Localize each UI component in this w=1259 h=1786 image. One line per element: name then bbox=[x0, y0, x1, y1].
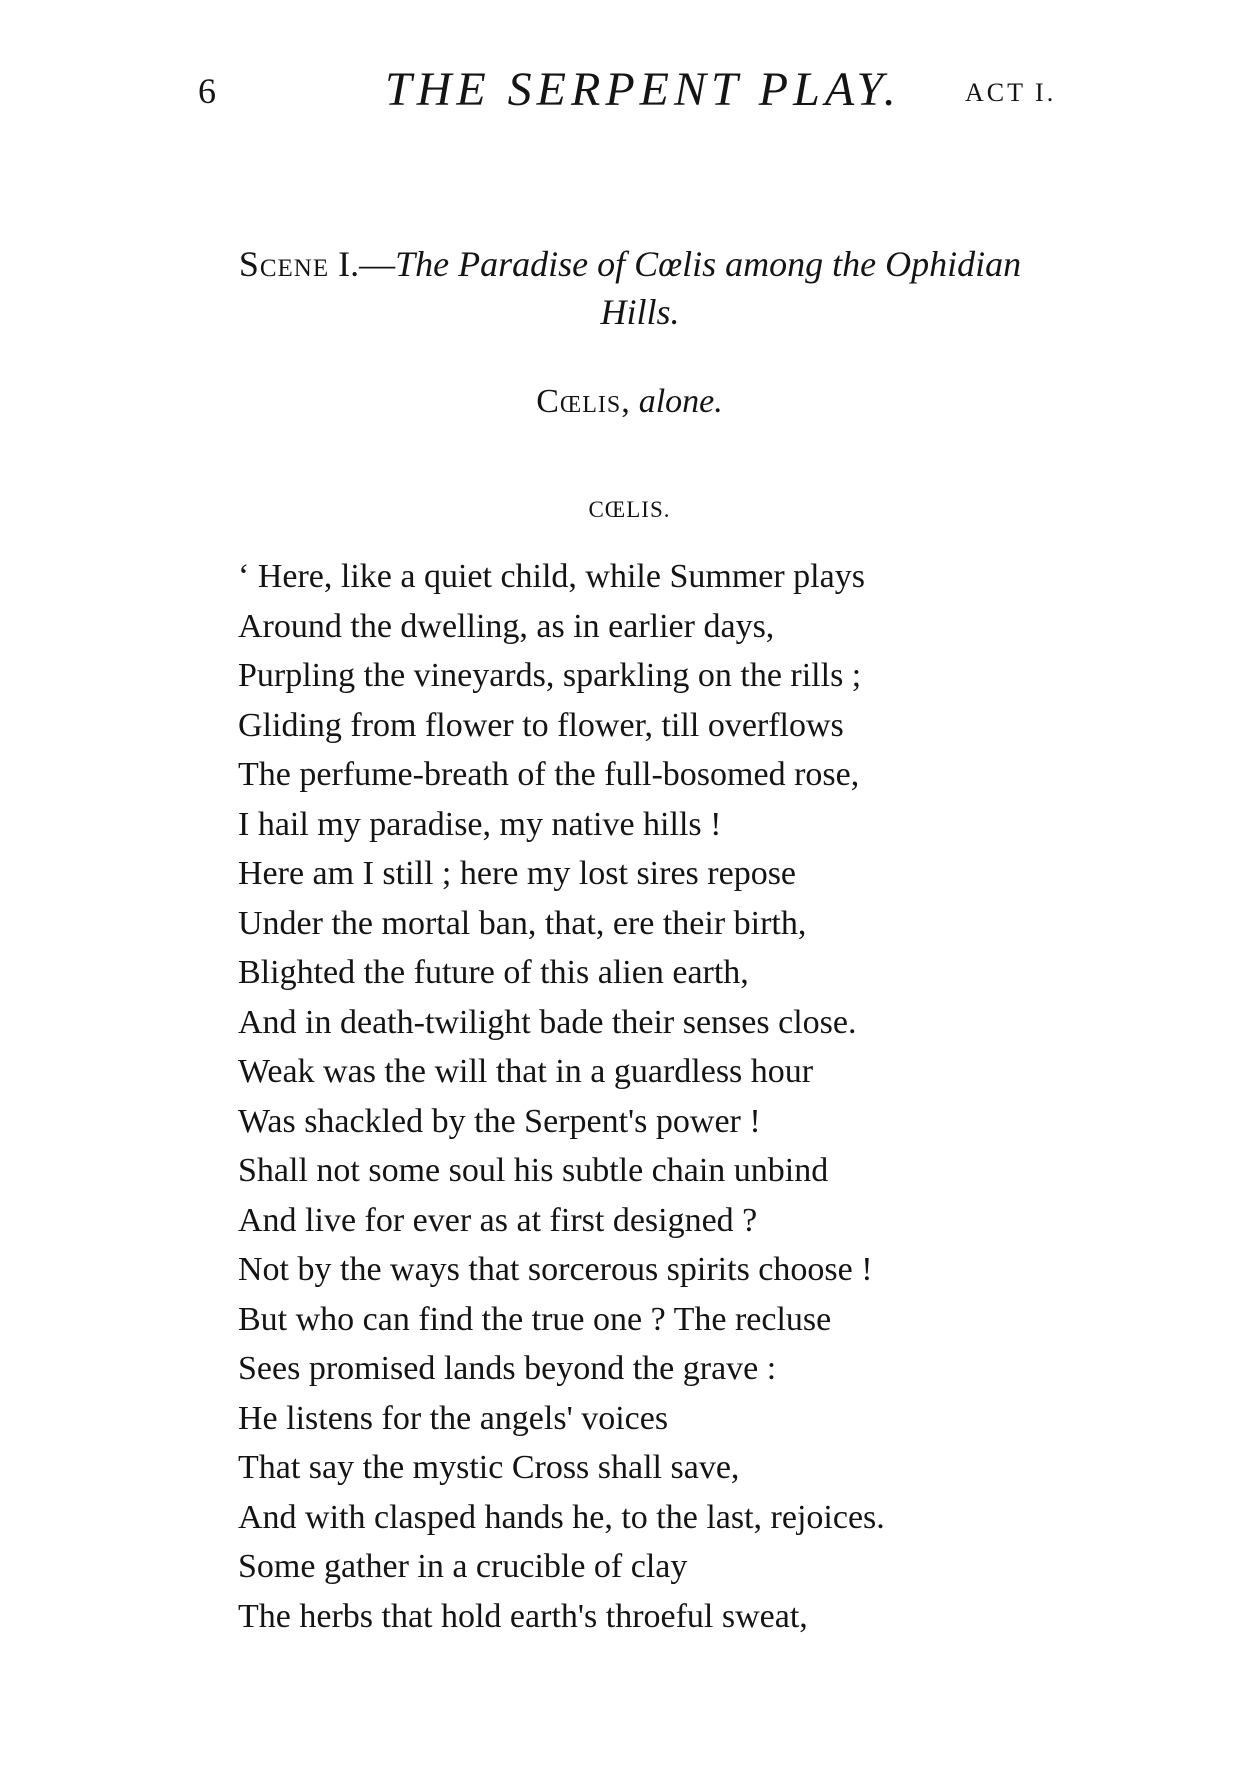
verse-line: Blighted the future of this alien earth, bbox=[238, 954, 749, 991]
verse-line: That say the mystic Cross shall save, bbox=[238, 1449, 740, 1486]
running-header bbox=[0, 62, 1259, 122]
scene-heading-line-1 bbox=[190, 240, 1070, 288]
verse-line: ‘ Here, like a quiet child, while Summer plays bbox=[238, 558, 865, 595]
speaker-name: CŒLIS. bbox=[588, 497, 671, 522]
verse-line: Sees promised lands beyond the grave : bbox=[238, 1350, 777, 1387]
scene-heading bbox=[190, 240, 1070, 336]
characters-present bbox=[0, 383, 1259, 421]
verse-line: Was shackled by the Serpent's power ! bbox=[238, 1102, 761, 1140]
scene-number: I. bbox=[338, 244, 360, 284]
verse-line: Some gather in a crucible of clay bbox=[238, 1548, 688, 1585]
stage-direction: alone. bbox=[638, 383, 723, 420]
verse-line: The herbs that hold earth's throeful sweat, bbox=[238, 1597, 808, 1635]
scene-title-continued: Hills. bbox=[600, 292, 680, 332]
verse-line: Here am I still ; here my lost sires repose bbox=[238, 855, 797, 892]
running-title: THE SERPENT PLAY. bbox=[385, 63, 901, 116]
verse-line: Not by the ways that sorcerous spirits choose ! bbox=[238, 1251, 873, 1288]
act-label: ACT I. bbox=[965, 78, 1057, 107]
verse-line: But who can find the true one ? The recluse bbox=[238, 1300, 832, 1338]
scene-dash: — bbox=[359, 244, 396, 284]
verse-line: And in death-twilight bade their senses close. bbox=[238, 1003, 857, 1041]
verse-line: And live for ever as at first designed ? bbox=[238, 1201, 758, 1239]
scene-title: The Paradise of Cœlis among the Ophidian bbox=[395, 244, 1022, 284]
verse-line: Weak was the will that in a guardless hour bbox=[238, 1053, 814, 1090]
verse-line: He listens for the angels' voices bbox=[238, 1399, 669, 1437]
verse-line: Gliding from flower to flower, till overflows bbox=[238, 706, 844, 744]
verse-line: Under the mortal ban, that, ere their birth, bbox=[238, 904, 807, 942]
page-number: 6 bbox=[198, 71, 216, 111]
verse-line: The perfume-breath of the full-bosomed rose, bbox=[238, 756, 860, 793]
verse-line: I hail my paradise, my native hills ! bbox=[238, 805, 722, 843]
character-name: Cœlis, bbox=[536, 383, 631, 420]
verse-line: Around the dwelling, as in earlier days, bbox=[238, 607, 775, 645]
verse-line: Shall not some soul his subtle chain unbind bbox=[238, 1152, 829, 1189]
verse-block bbox=[238, 552, 1038, 1641]
verse-line: Purpling the vineyards, sparkling on the rills ; bbox=[238, 657, 862, 694]
scene-label: Scene bbox=[238, 244, 330, 284]
verse-line: And with clasped hands he, to the last, rejoices. bbox=[238, 1498, 885, 1536]
